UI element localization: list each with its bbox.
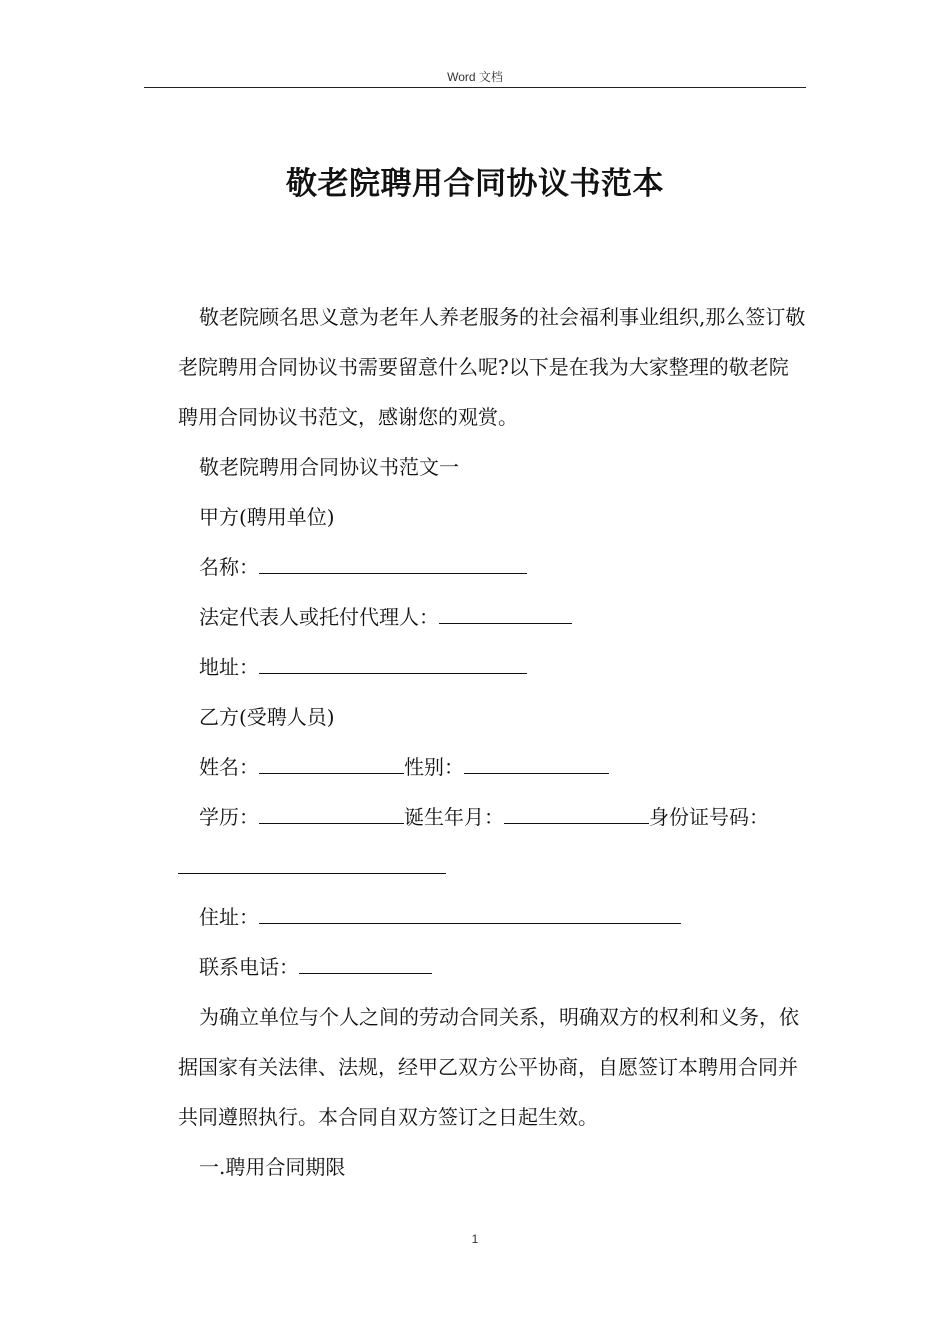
page-header: Word 文档 (447, 70, 503, 84)
party-b-residence-line (178, 892, 808, 942)
party-b-id-blank-line (178, 842, 808, 892)
party-b-residence-label: 住址： (199, 905, 259, 929)
party-b-id-blank (178, 857, 446, 874)
party-a-rep-line (178, 592, 808, 642)
party-a-rep-blank (439, 607, 572, 624)
party-b-name-label: 姓名： (199, 755, 259, 779)
party-b-education-label: 学历： (199, 805, 259, 829)
party-b-name-blank (259, 757, 404, 774)
party-b-heading: 乙方(受聘人员) (199, 705, 335, 729)
party-b-gender-label: 性别： (404, 755, 464, 779)
party-b-phone-blank (299, 957, 432, 974)
party-a-address-label: 地址： (199, 655, 259, 679)
party-b-birth-label: 诞生年月： (404, 805, 504, 829)
document-title: 敬老院聘用合同协议书范本 (286, 166, 664, 202)
party-b-birth-blank (504, 807, 649, 824)
party-a-name-blank (259, 557, 527, 574)
clause-1-heading: 一.聘用合同期限 (199, 1155, 346, 1179)
party-b-gender-blank (464, 757, 609, 774)
party-a-name-label: 名称： (199, 555, 259, 579)
document-body (178, 292, 808, 1192)
party-b-id-label: 身份证号码： (649, 805, 769, 829)
section-title: 敬老院聘用合同协议书范文一 (199, 455, 459, 479)
header-divider (144, 87, 806, 88)
party-b-education-blank (259, 807, 404, 824)
party-a-address-line (178, 642, 808, 692)
party-b-phone-line (178, 942, 808, 992)
intro-paragraph: 敬老院顾名思义意为老年人养老服务的社会福利事业组织,那么签订敬老院聘用合同协议书需要留意什么呢?以下是在我为大家整理的敬老院聘用合同协议书范文，感谢您的观赏。 (178, 305, 806, 429)
party-b-phone-label: 联系电话： (199, 955, 299, 979)
party-a-address-blank (259, 657, 527, 674)
purpose-paragraph: 为确立单位与个人之间的劳动合同关系，明确双方的权利和义务，依据国家有关法律、法规，经甲乙双方公平协商，自愿签订本聘用合同并共同遵照执行。本合同自双方签订之日起生效。 (178, 1005, 799, 1129)
party-a-heading: 甲方(聘用单位) (199, 505, 335, 529)
party-b-name-gender-line (178, 742, 808, 792)
party-a-rep-label: 法定代表人或托付代理人： (199, 605, 439, 629)
party-b-education-line (178, 792, 808, 842)
party-a-name-line (178, 542, 808, 592)
party-b-residence-blank (259, 907, 681, 924)
page-number: 1 (471, 1232, 479, 1246)
